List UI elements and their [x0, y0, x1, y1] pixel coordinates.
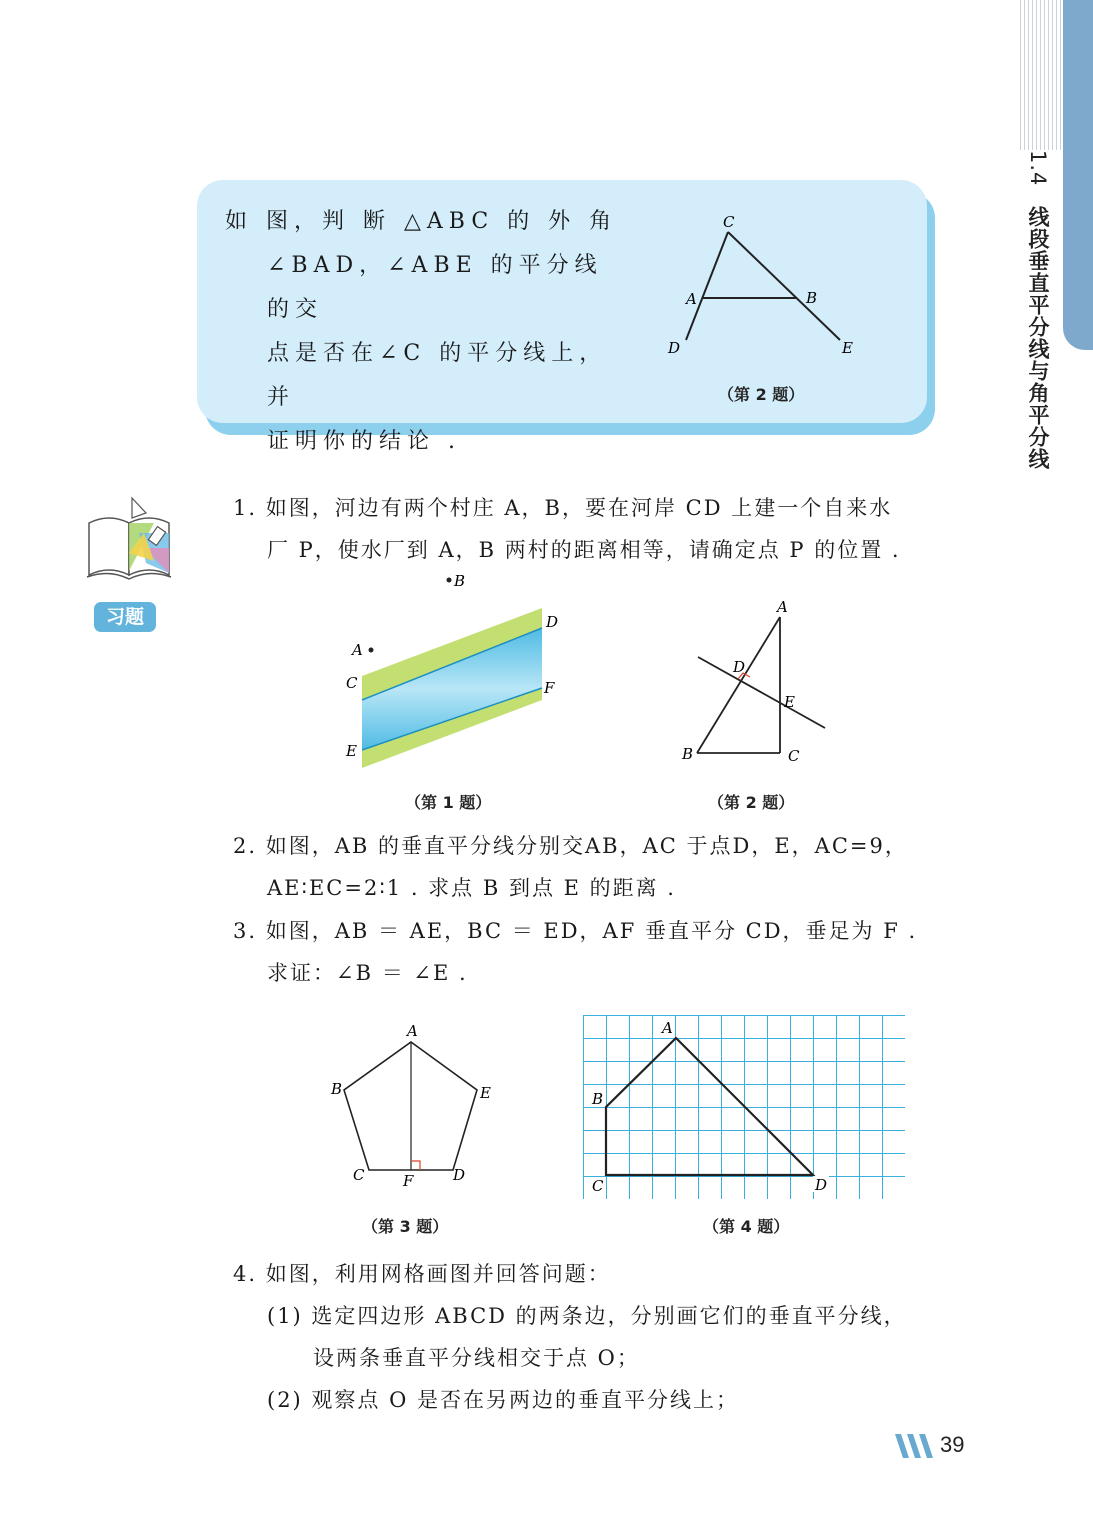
- label-B: B: [331, 1080, 343, 1098]
- exercises-book-icon: [84, 493, 174, 583]
- figure-3-pentagon: [325, 1020, 505, 1195]
- label-C: C: [592, 1177, 604, 1195]
- label-A: A: [407, 1022, 418, 1040]
- section-number: 1.4: [1026, 150, 1050, 187]
- figure-1-caption: （第 1 题）: [405, 793, 492, 812]
- problem-line: AE∶EC=2∶1 . 求点 B 到点 E 的距离 .: [267, 876, 676, 900]
- line-CE: [728, 232, 840, 340]
- label-D: D: [546, 613, 559, 631]
- problem-3: [233, 910, 953, 994]
- label-D: D: [668, 339, 681, 357]
- label-F: F: [403, 1172, 414, 1190]
- practice-line: 如 图，判 断 △ABC 的 外 角: [225, 209, 618, 234]
- problem-line: 厂 P，使水厂到 A，B 两村的距离相等，请确定点 P 的位置 .: [267, 538, 901, 562]
- problem-line: 1. 如图，河边有两个村庄 A，B，要在河岸 CD 上建一个自来水: [233, 496, 893, 520]
- label-E: E: [346, 742, 357, 760]
- label-D: D: [733, 658, 746, 676]
- problem-line: 2. 如图，AB 的垂直平分线分别交AB，AC 于点D，E，AC=9，: [233, 834, 908, 858]
- label-A: A: [352, 641, 363, 659]
- figure-1-river: [330, 568, 570, 778]
- figure-3-caption: （第 3 题）: [362, 1217, 449, 1236]
- problem-1: [233, 487, 953, 571]
- practice-line: 点是否在∠C 的平分线上，并: [267, 341, 608, 410]
- practice-line: 证明你的结论 .: [267, 429, 461, 454]
- figure-2-caption: （第 2 题）: [708, 793, 795, 812]
- line-CD: [686, 232, 728, 340]
- label-A: A: [662, 1019, 673, 1037]
- label-C: C: [346, 674, 358, 692]
- label-B: B: [806, 289, 818, 307]
- label-E: E: [480, 1084, 491, 1102]
- practice-figure-caption: （第 2 题）: [718, 385, 805, 404]
- problem-line: 3. 如图，AB ＝ AE，BC ＝ ED，AF 垂直平分 CD，垂足为 F .: [233, 919, 918, 943]
- label-A: A: [777, 598, 788, 616]
- label-E: E: [784, 693, 795, 711]
- label-A: A: [686, 290, 697, 308]
- sidebar-tab: [1063, 0, 1093, 350]
- label-E: E: [842, 339, 853, 357]
- quadrilateral-ABCD: [606, 1038, 813, 1175]
- practice-figure: [660, 205, 880, 370]
- practice-line: ∠BAD，∠ABE 的平分线的交: [267, 253, 603, 322]
- point-A: [369, 648, 374, 653]
- problem-line: 4. 如图，利用网格画图并回答问题：: [233, 1262, 611, 1286]
- figure-2-triangle: [670, 595, 840, 770]
- problem-line: 求证：∠B ＝ ∠E .: [267, 961, 468, 985]
- section-heading: [1013, 150, 1053, 470]
- exercises-badge: 习题: [94, 602, 156, 632]
- problem-line: 设两条垂直平分线相交于点 O；: [313, 1346, 640, 1370]
- label-C: C: [353, 1166, 365, 1184]
- figure-4-caption: （第 4 题）: [703, 1217, 790, 1236]
- point-B: [447, 578, 452, 583]
- problem-4: [233, 1253, 953, 1421]
- label-D: D: [453, 1166, 466, 1184]
- label-B: B: [682, 745, 694, 763]
- sidebar-decorative-lines: [1018, 0, 1063, 150]
- side-AB: [697, 617, 780, 753]
- label-C: C: [723, 213, 735, 231]
- problem-line: (2) 观察点 O 是否在另两边的垂直平分线上；: [267, 1388, 739, 1412]
- problem-line: (1) 选定四边形 ABCD 的两条边，分别画它们的垂直平分线，: [267, 1304, 907, 1328]
- practice-question-text: [225, 200, 625, 464]
- label-B: B: [592, 1090, 604, 1108]
- label-D: D: [815, 1176, 828, 1194]
- section-title: 线段垂直平分线与角平分线: [1026, 206, 1050, 471]
- label-B: B: [454, 572, 466, 590]
- page-number: 39: [940, 1432, 965, 1457]
- perpendicular-bisector: [698, 657, 825, 728]
- problem-2: [233, 825, 953, 909]
- right-angle-mark: [411, 1161, 420, 1170]
- figure-4-grid: [583, 1015, 905, 1199]
- page-number-slashes-icon: [895, 1432, 937, 1460]
- label-C: C: [788, 747, 800, 765]
- label-F: F: [544, 679, 555, 697]
